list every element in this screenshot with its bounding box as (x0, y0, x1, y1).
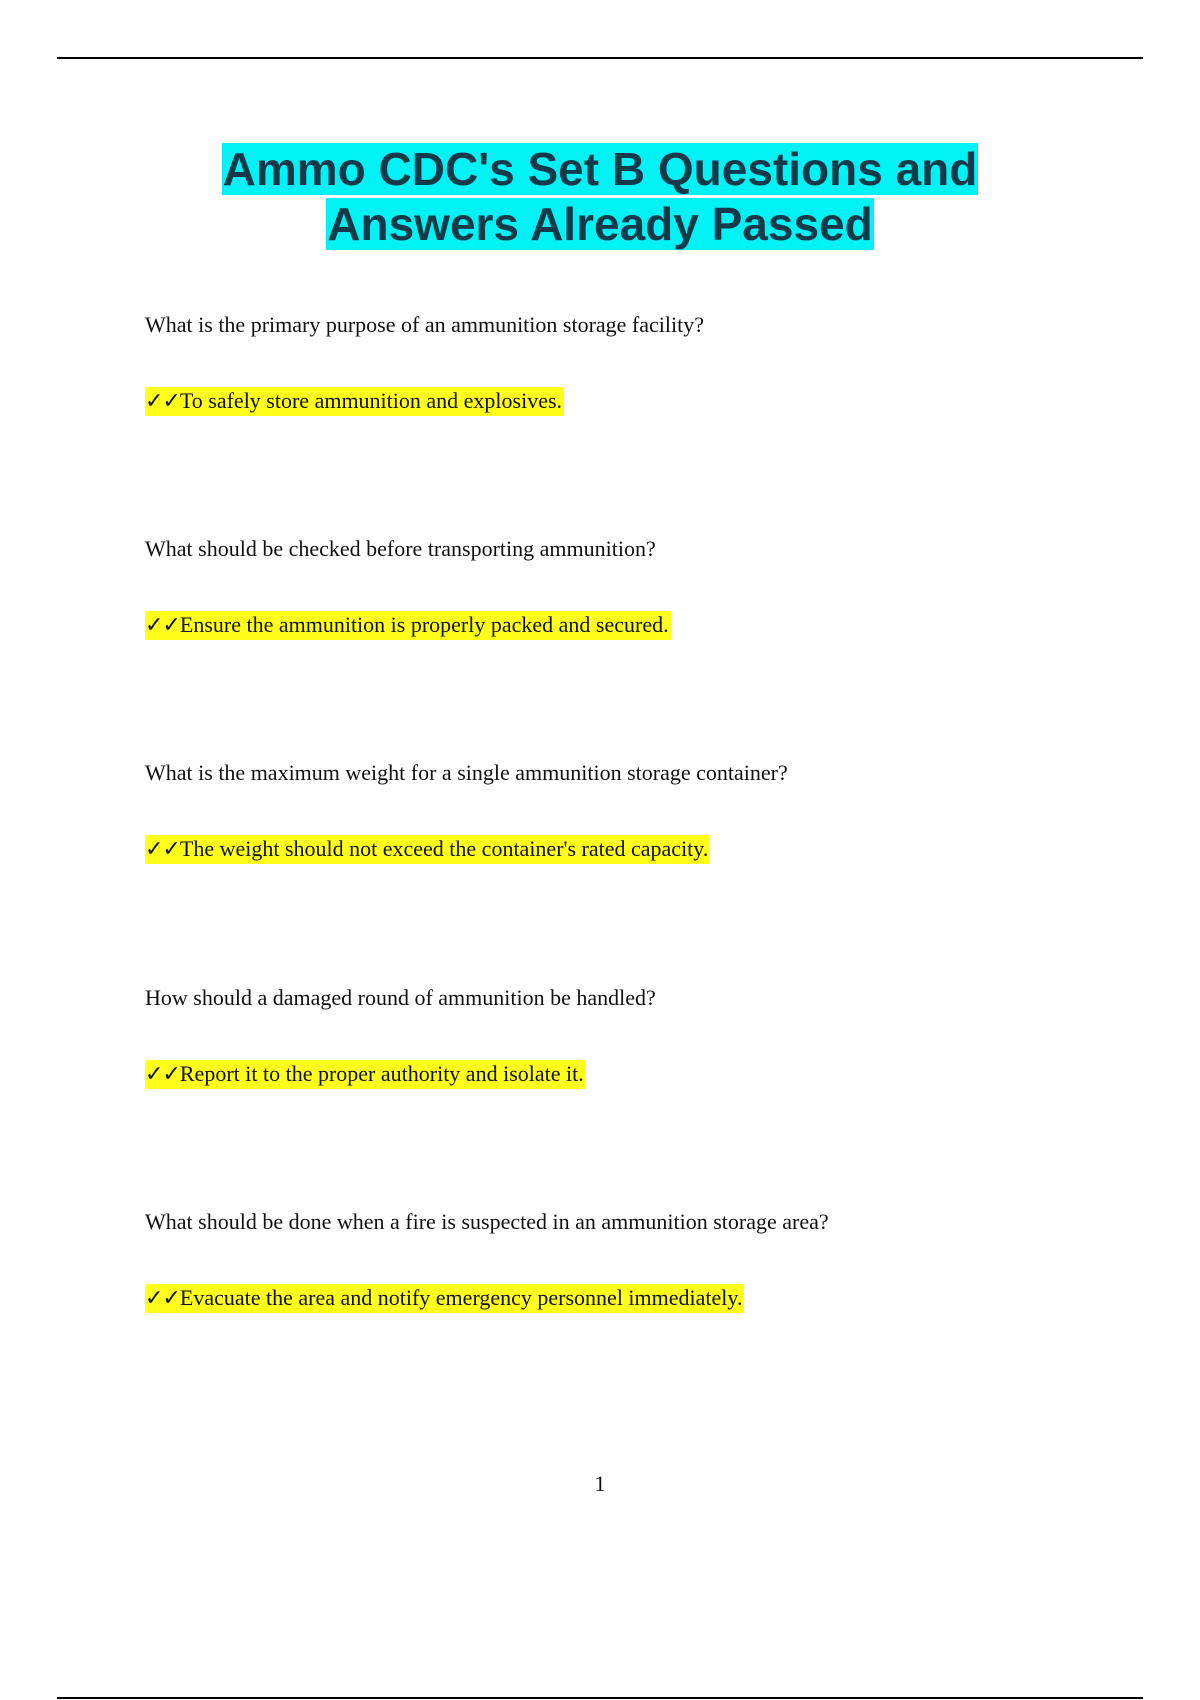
answer-text: To safely store ammunition and explosives. (179, 388, 563, 413)
check-icon: ✓✓ (145, 1286, 180, 1311)
answer-text: Evacuate the area and notify emergency personnel immediately. (179, 1285, 743, 1310)
question-text: What should be done when a fire is suspected in an ammunition storage area? (145, 1209, 829, 1234)
answer-text: Report it to the proper authority and isolate it. (179, 1061, 584, 1086)
qa-item-4 (145, 984, 1145, 1089)
qa-item-2 (145, 535, 1145, 640)
answer-highlight (145, 611, 671, 640)
check-icon: ✓✓ (145, 613, 180, 638)
document-title (0, 142, 1200, 252)
check-icon: ✓✓ (145, 837, 180, 862)
check-icon: ✓✓ (145, 389, 180, 414)
answer-text: Ensure the ammunition is properly packed and secured. (179, 612, 669, 637)
page-number: 1 (594, 1471, 606, 1496)
title-line-2: Answers Already Passed (327, 198, 873, 250)
question-text: What should be checked before transporting ammunition? (145, 536, 656, 561)
question-text: What is the maximum weight for a single ammunition storage container? (145, 760, 788, 785)
title-line-1: Ammo CDC's Set B Questions and (222, 143, 978, 195)
top-rule (57, 57, 1143, 59)
answer-highlight (145, 1060, 586, 1089)
qa-item-1 (145, 311, 1145, 416)
check-icon: ✓✓ (145, 1062, 180, 1087)
answer-highlight (145, 1284, 744, 1313)
question-text: How should a damaged round of ammunition be handled? (145, 985, 656, 1010)
bottom-rule (57, 1697, 1143, 1699)
qa-item-5 (145, 1208, 1145, 1313)
question-text: What is the primary purpose of an ammunition storage facility? (145, 312, 705, 337)
qa-item-3 (145, 759, 1145, 864)
answer-text: The weight should not exceed the container's rated capacity. (179, 836, 709, 861)
answer-highlight (145, 835, 710, 864)
answer-highlight (145, 387, 564, 416)
